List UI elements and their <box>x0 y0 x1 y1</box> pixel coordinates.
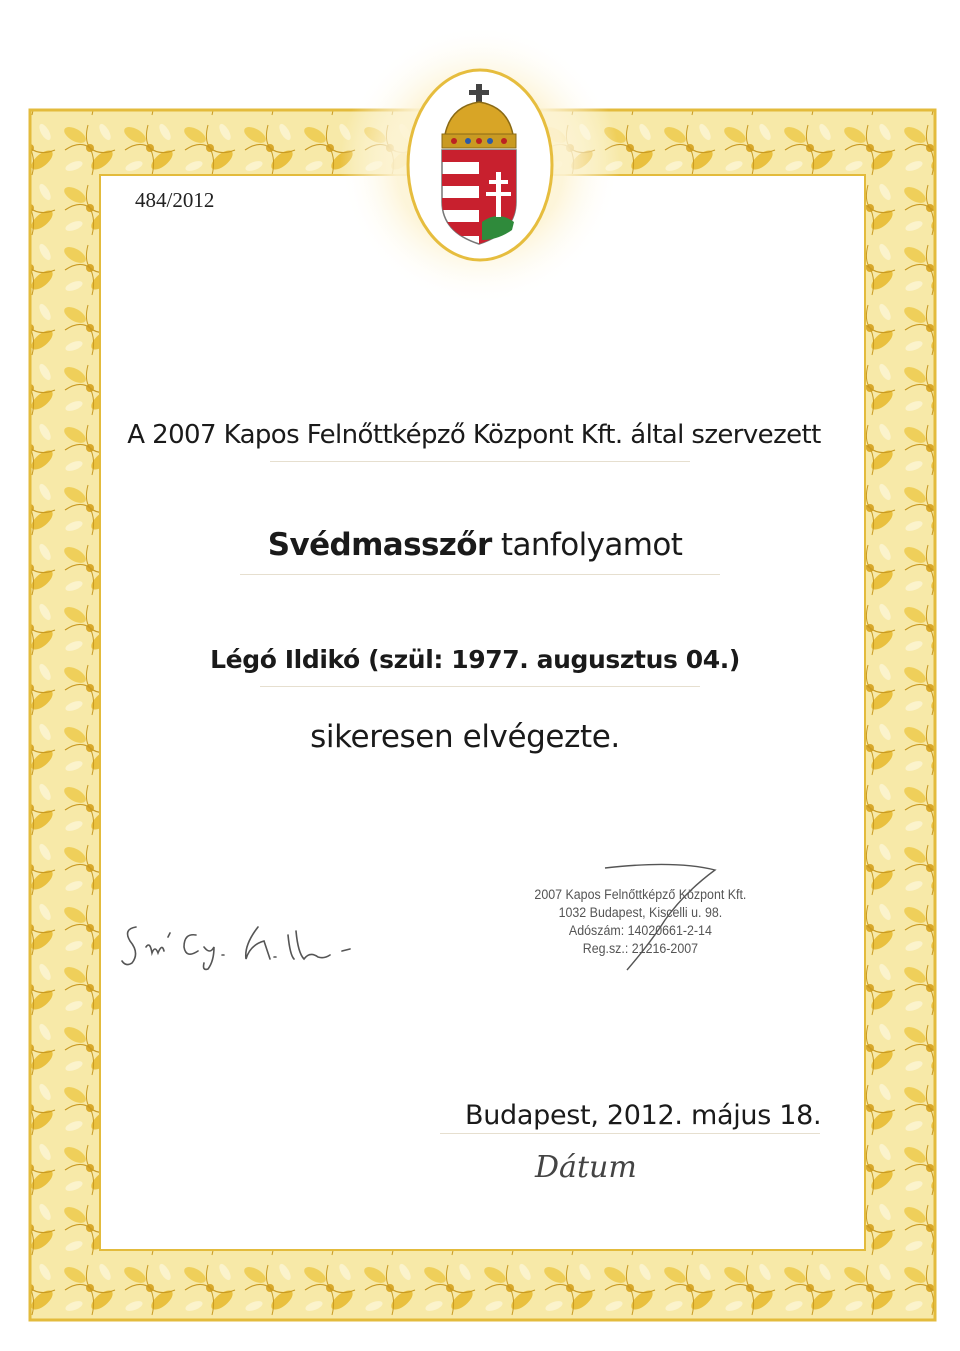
stamp-line-registration: Reg.sz.: 21216-2007 <box>582 941 699 956</box>
handwritten-signature <box>118 905 378 985</box>
divider <box>260 686 700 687</box>
course-suffix: tanfolyamot <box>491 527 683 563</box>
stamp-line-address: 1032 Budapest, Kiscelli u. 98. <box>558 905 723 920</box>
participant-name: Légó Ildikó (szül: 1977. augusztus 04.) <box>210 645 740 674</box>
registration-number: 484/2012 <box>135 188 215 212</box>
divider <box>240 574 720 575</box>
certificate-intro: A 2007 Kapos Felnőttképző Központ Kft. által szervezett <box>127 420 821 450</box>
completion-text: sikeresen elvégezte. <box>310 719 620 755</box>
course-line <box>0 527 955 563</box>
hungarian-coat-of-arms-icon <box>412 72 547 257</box>
stamp-line-company: 2007 Kapos Felnőttképző Központ Kft. <box>534 887 747 902</box>
company-stamp <box>530 886 751 958</box>
date-label-handwritten: Dátum <box>535 1150 637 1185</box>
stamp-line-tax-number: Adószám: 14020661-2-14 <box>568 923 712 938</box>
divider <box>270 461 690 462</box>
place-and-date: Budapest, 2012. május 18. <box>465 1100 822 1131</box>
divider <box>440 1133 820 1134</box>
course-name: Svédmasszőr <box>267 527 492 563</box>
